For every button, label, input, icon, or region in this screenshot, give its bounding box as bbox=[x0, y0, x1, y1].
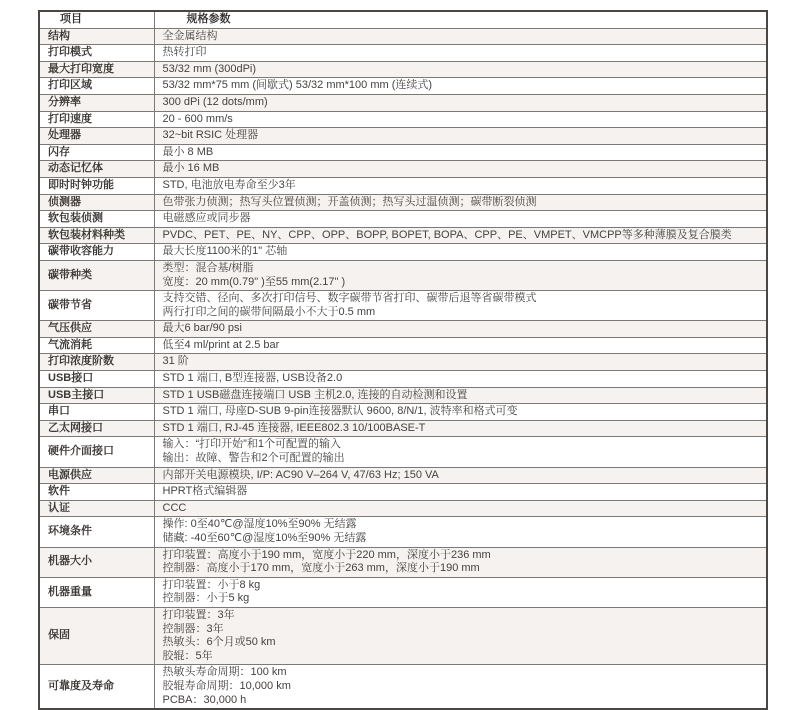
spec-item-label: 结构 bbox=[39, 28, 154, 45]
spec-value-line: 操作: 0至40℃@湿度10%至90% 无结露 bbox=[162, 518, 357, 531]
table-row bbox=[39, 420, 767, 437]
table-row bbox=[39, 467, 767, 484]
spec-value-cell bbox=[154, 437, 767, 467]
spec-value-line: 控制器：3年 bbox=[162, 622, 224, 635]
spec-value-line: 打印装置：高度小于190 mm，宽度小于220 mm，深度小于236 mm bbox=[162, 548, 491, 561]
spec-value-line: 31 阶 bbox=[162, 355, 189, 368]
spec-value-line: STD 1 端口, RJ-45 连接器, IEEE802.3 10/100BASE-T bbox=[162, 421, 426, 434]
spec-value-line: 32~bit RSIC 处理器 bbox=[162, 129, 259, 142]
spec-value-cell bbox=[154, 94, 767, 111]
spec-item-label: 软包装材料种类 bbox=[39, 227, 154, 244]
spec-item-label: 可靠度及寿命 bbox=[39, 665, 154, 709]
spec-value-line: 最大6 bar/90 psi bbox=[162, 322, 242, 335]
table-row bbox=[39, 94, 767, 111]
table-row bbox=[39, 437, 767, 467]
spec-value-line: PCBA：30,000 h bbox=[162, 693, 247, 706]
table-row bbox=[39, 337, 767, 354]
spec-value-cell bbox=[154, 78, 767, 95]
spec-item-label: 保固 bbox=[39, 607, 154, 664]
spec-item-label: 机器重量 bbox=[39, 577, 154, 607]
table-row bbox=[39, 144, 767, 161]
spec-value-cell bbox=[154, 500, 767, 517]
spec-item-label: USB接口 bbox=[39, 371, 154, 388]
spec-value-line: 最小 8 MB bbox=[162, 145, 214, 158]
spec-value-line: HPRT格式编辑器 bbox=[162, 485, 248, 498]
spec-value-line: 低至4 ml/print at 2.5 bar bbox=[162, 338, 280, 351]
table-row bbox=[39, 547, 767, 577]
spec-value-line: 20 - 600 mm/s bbox=[162, 112, 233, 125]
spec-item-label: 分辨率 bbox=[39, 94, 154, 111]
spec-item-label: 认证 bbox=[39, 500, 154, 517]
spec-value-cell bbox=[154, 371, 767, 388]
spec-value-cell bbox=[154, 61, 767, 78]
spec-value-line: 53/32 mm*75 mm (间歇式) 53/32 mm*100 mm (连续式) bbox=[162, 79, 433, 92]
spec-item-label: 打印浓度阶数 bbox=[39, 354, 154, 371]
spec-value-line: 最大长度1100米的1" 芯轴 bbox=[162, 245, 288, 258]
spec-table-header bbox=[39, 11, 767, 28]
spec-value-cell bbox=[154, 291, 767, 321]
spec-value-cell bbox=[154, 517, 767, 547]
spec-item-label: 处理器 bbox=[39, 128, 154, 145]
spec-value-cell bbox=[154, 420, 767, 437]
table-row bbox=[39, 177, 767, 194]
spec-value-line: 胶辊：5年 bbox=[162, 649, 213, 662]
spec-value-line: CCC bbox=[162, 501, 187, 514]
spec-value-line: 300 dPi (12 dots/mm) bbox=[162, 95, 268, 108]
spec-value-line: 最小 16 MB bbox=[162, 162, 220, 175]
spec-value-cell bbox=[154, 211, 767, 228]
spec-item-label: 闪存 bbox=[39, 144, 154, 161]
table-row bbox=[39, 227, 767, 244]
table-row bbox=[39, 354, 767, 371]
table-row bbox=[39, 517, 767, 547]
table-row bbox=[39, 61, 767, 78]
spec-value-cell bbox=[154, 337, 767, 354]
spec-value-line: 全金属结构 bbox=[162, 29, 218, 42]
spec-value-cell bbox=[154, 321, 767, 338]
spec-item-label: 环境条件 bbox=[39, 517, 154, 547]
spec-value-line: 色带张力侦测；热写头位置侦测；开盖侦测；热写头过温侦测；碳带断裂侦测 bbox=[162, 195, 537, 208]
spec-value-cell bbox=[154, 45, 767, 62]
spec-value-line: 控制器：小于5 kg bbox=[162, 592, 250, 605]
spec-value-cell bbox=[154, 484, 767, 501]
spec-value-line: 内部开关电源模块, I/P: AC90 V–264 V, 47/63 Hz; 150 VA bbox=[162, 468, 439, 481]
table-row bbox=[39, 665, 767, 709]
spec-item-label: 打印区域 bbox=[39, 78, 154, 95]
spec-value-line: 支持交错、径向、多次打印信号、数字碳带节省打印、碳带后退等省碳带模式 bbox=[162, 292, 537, 305]
spec-item-label: 乙太网接口 bbox=[39, 420, 154, 437]
spec-value-line: 类型：混合基/树脂 bbox=[162, 261, 254, 274]
spec-value-line: 储藏: -40至60℃@湿度10%至90% 无结露 bbox=[162, 532, 367, 544]
spec-item-label: 软包装侦测 bbox=[39, 211, 154, 228]
table-row bbox=[39, 194, 767, 211]
header-row bbox=[39, 11, 767, 28]
spec-value-line: 输出：故障、警告和2个可配置的输出 bbox=[162, 452, 345, 465]
spec-item-label: 碳带收容能力 bbox=[39, 244, 154, 261]
spec-value-cell bbox=[154, 28, 767, 45]
spec-value-cell bbox=[154, 177, 767, 194]
spec-item-label: 最大打印宽度 bbox=[39, 61, 154, 78]
spec-value-line: STD 1 端口, B型连接器, USB设备2.0 bbox=[162, 372, 343, 385]
spec-value-cell bbox=[154, 354, 767, 371]
spec-value-line: 打印装置：3年 bbox=[162, 608, 235, 621]
table-row bbox=[39, 28, 767, 45]
spec-value-cell bbox=[154, 607, 767, 664]
header-item: 项目 bbox=[39, 11, 154, 28]
spec-item-label: 打印模式 bbox=[39, 45, 154, 62]
spec-value-line: 打印装置：小于8 kg bbox=[162, 578, 261, 591]
table-row bbox=[39, 45, 767, 62]
spec-value-line: 53/32 mm (300dPi) bbox=[162, 62, 257, 75]
spec-value-cell bbox=[154, 227, 767, 244]
spec-value-line: 控制器：高度小于170 mm，宽度小于263 mm，深度小于190 mm bbox=[162, 562, 480, 575]
spec-value-cell bbox=[154, 404, 767, 421]
table-row bbox=[39, 161, 767, 178]
table-row bbox=[39, 211, 767, 228]
table-row bbox=[39, 260, 767, 290]
table-row bbox=[39, 244, 767, 261]
spec-value-cell bbox=[154, 194, 767, 211]
spec-table bbox=[38, 10, 768, 710]
spec-value-line: STD, 电池放电寿命至少3年 bbox=[162, 178, 296, 191]
table-row bbox=[39, 607, 767, 664]
spec-value-line: PVDC、PET、PE、NY、CPP、OPP、BOPP, BOPET, BOPA、CPP、PE、VMPET、VMCPP等多种薄膜及复合膜类 bbox=[162, 228, 732, 241]
spec-item-label: 侦测器 bbox=[39, 194, 154, 211]
spec-value-cell bbox=[154, 260, 767, 290]
table-row bbox=[39, 321, 767, 338]
table-row bbox=[39, 111, 767, 128]
spec-value-cell bbox=[154, 111, 767, 128]
spec-value-cell bbox=[154, 161, 767, 178]
spec-value-line: 两行打印之间的碳带间隔最小不大于0.5 mm bbox=[162, 305, 376, 318]
spec-item-label: 打印速度 bbox=[39, 111, 154, 128]
spec-value-line: 电磁感应或同步器 bbox=[162, 212, 251, 225]
table-row bbox=[39, 484, 767, 501]
spec-item-label: 碳带节省 bbox=[39, 291, 154, 321]
spec-value-line: 热转打印 bbox=[162, 46, 207, 59]
spec-value-line: 输入：“打印开始”和1个可配置的输入 bbox=[162, 438, 341, 451]
spec-value-cell bbox=[154, 665, 767, 709]
spec-value-cell bbox=[154, 387, 767, 404]
spec-item-label: 串口 bbox=[39, 404, 154, 421]
spec-value-line: 胶辊寿命周期：10,000 km bbox=[162, 679, 291, 692]
table-row bbox=[39, 500, 767, 517]
spec-item-label: 动态记忆体 bbox=[39, 161, 154, 178]
spec-value-line: STD 1 USB磁盘连接端口 USB 主机2.0, 连接的自动检测和设置 bbox=[162, 388, 468, 401]
spec-value-cell bbox=[154, 144, 767, 161]
spec-value-line: STD 1 端口, 母座D-SUB 9-pin连接器默认 9600, 8/N/1, 波特率和格式可变 bbox=[162, 405, 518, 418]
spec-value-cell bbox=[154, 128, 767, 145]
spec-table-body bbox=[39, 28, 767, 709]
spec-value-line: 热敏头寿命周期：100 km bbox=[162, 666, 287, 679]
table-row bbox=[39, 291, 767, 321]
table-row bbox=[39, 404, 767, 421]
spec-value-line: 热敏头：6个月或50 km bbox=[162, 636, 276, 649]
spec-value-line: 宽度：20 mm(0.79" )至55 mm(2.17" ) bbox=[162, 275, 346, 288]
table-row bbox=[39, 387, 767, 404]
header-spec: 规格参数 bbox=[154, 11, 767, 28]
table-row bbox=[39, 577, 767, 607]
spec-value-cell bbox=[154, 577, 767, 607]
spec-value-cell bbox=[154, 547, 767, 577]
table-row bbox=[39, 371, 767, 388]
spec-value-cell bbox=[154, 244, 767, 261]
table-row bbox=[39, 128, 767, 145]
spec-item-label: 硬件介面接口 bbox=[39, 437, 154, 467]
spec-item-label: 气流消耗 bbox=[39, 337, 154, 354]
spec-item-label: 气压供应 bbox=[39, 321, 154, 338]
table-row bbox=[39, 78, 767, 95]
spec-item-label: USB主接口 bbox=[39, 387, 154, 404]
spec-item-label: 机器大小 bbox=[39, 547, 154, 577]
spec-item-label: 即时时钟功能 bbox=[39, 177, 154, 194]
spec-item-label: 碳带种类 bbox=[39, 260, 154, 290]
spec-value-cell bbox=[154, 467, 767, 484]
spec-item-label: 软件 bbox=[39, 484, 154, 501]
spec-item-label: 电源供应 bbox=[39, 467, 154, 484]
